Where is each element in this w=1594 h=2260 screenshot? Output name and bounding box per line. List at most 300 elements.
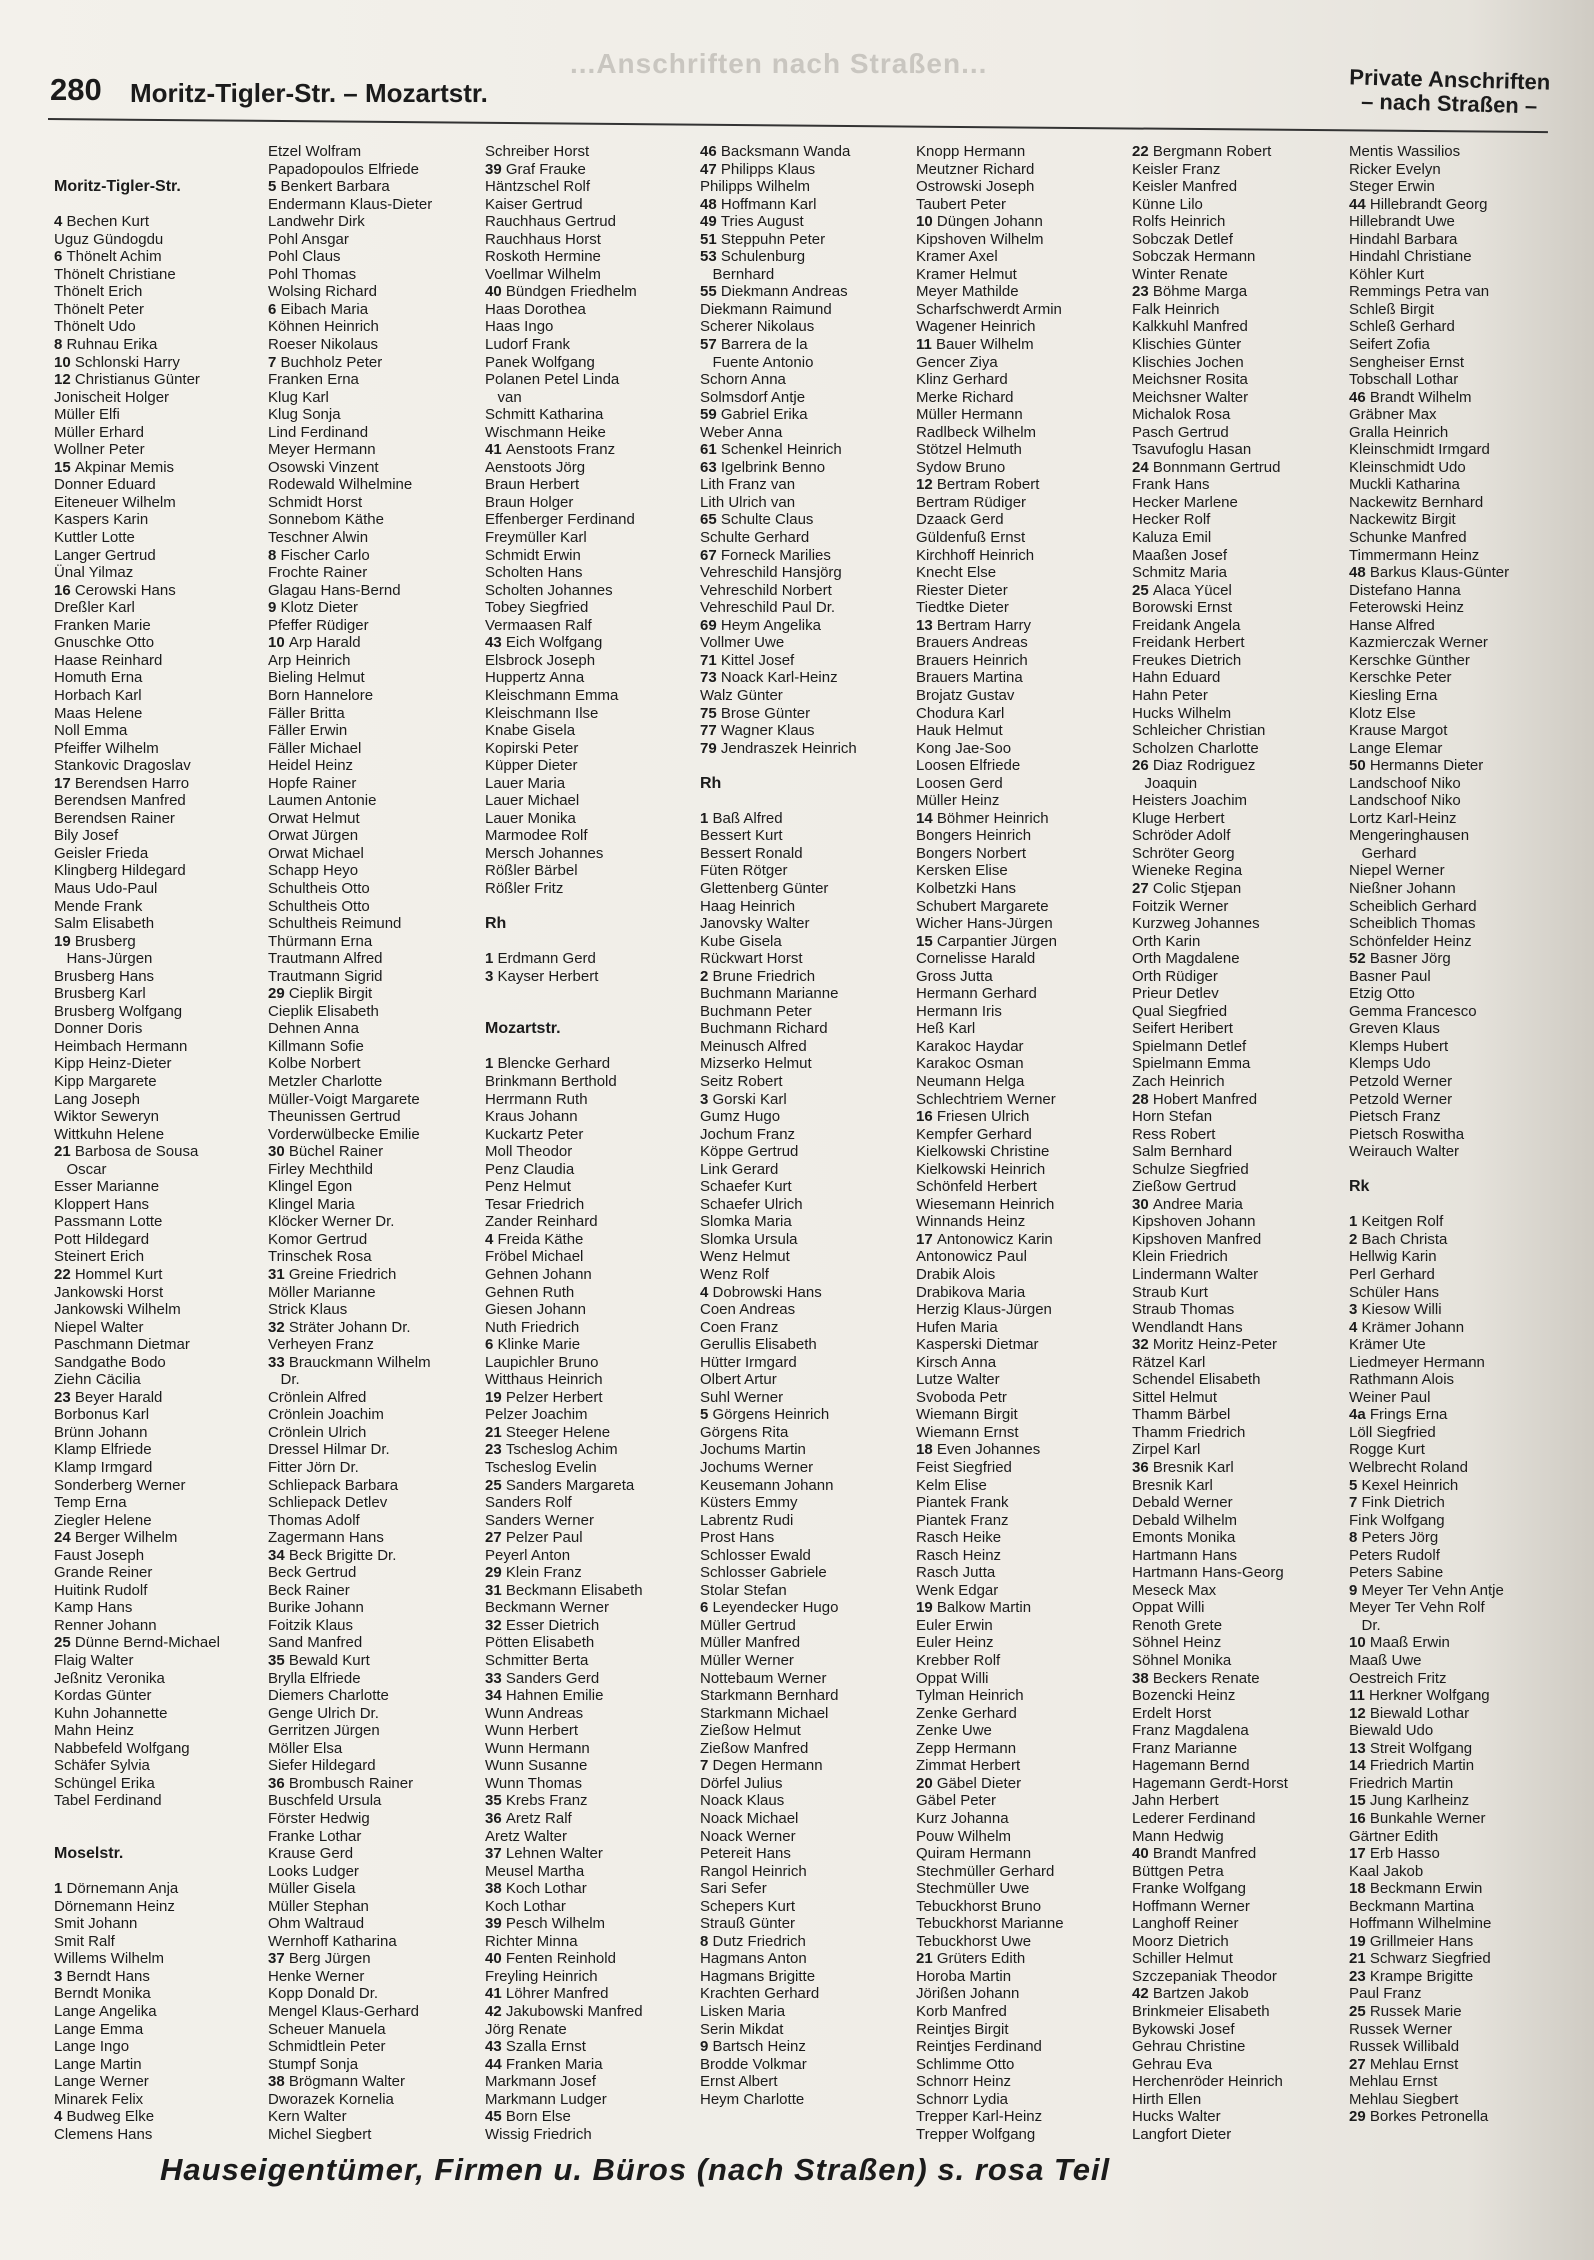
address-entry: Schaefer Kurt [700,1178,792,1196]
address-entry: Lange Werner [54,2073,149,2091]
resident-name: Grüters Edith [936,1950,1026,1968]
address-entry: Stumpf Sonja [268,2055,359,2073]
address-entry: Maus Udo-Paul [54,879,158,897]
address-entry: Temp Erna [54,1494,127,1512]
address-entry [485,1389,643,1407]
house-number: 46 [1349,388,1370,406]
house-number: 21 [1349,1950,1370,1968]
address-entry: Esser Marianne [54,1178,160,1196]
address-entry [700,1933,857,1951]
address-entry: Freukes Dietrich [1132,651,1242,669]
address-entry: Roeser Nikolaus [268,336,379,354]
address-entry: Freidank Herbert [1132,634,1245,652]
resident-name: Schenkel Heinrich [720,441,842,459]
address-entry: Gäbel Peter [916,1792,997,1810]
house-number: 1 [1349,1213,1362,1231]
address-entry: Mengel Klaus-Gerhard [268,2002,419,2020]
address-entry: Rodewald Wilhelmine [268,476,413,494]
resident-name: Borkes Petronella [1369,2108,1489,2126]
address-entry [268,634,432,652]
resident-name: Bauer Wilhelm [936,336,1034,354]
address-entry [54,775,220,793]
house-number: 7 [1349,1494,1362,1512]
address-entry: Tebuckhorst Bruno [916,1897,1042,1915]
address-entry: Klingel Egon [268,1178,353,1196]
address-entry: Hirth Ellen [1132,2090,1202,2108]
address-entry [268,1652,432,1670]
address-entry [485,1845,643,1863]
address-entry: Pott Hildegard [54,1230,150,1248]
address-entry: Joaquin [1132,774,1198,792]
address-entry: Lange Martin [54,2055,142,2073]
address-entry: Coen Franz [700,1318,779,1336]
address-entry: Zagermann Hans [268,1529,384,1547]
house-number: 5 [268,178,281,196]
address-entry: Schlosser Gabriele [700,1564,827,1582]
address-entry [1132,880,1288,898]
address-entry: Kurz Johanna [916,1809,1009,1827]
spacer [1349,1161,1509,1179]
address-entry [1349,1810,1509,1828]
house-number: 7 [700,1757,713,1775]
resident-name: Steppuhn Peter [720,230,826,248]
address-entry: Tiedtke Dieter [916,599,1009,617]
address-entry: Küsters Emmy [700,1494,798,1512]
address-entry: Haas Dorothea [485,300,586,318]
address-entry: Müller Werner [700,1652,794,1670]
address-entry: Penz Helmut [485,1178,571,1196]
address-entry: Kramer Axel [916,248,998,266]
address-entry: Scherer Nikolaus [700,318,815,336]
address-entry: Lutze Walter [916,1371,1000,1389]
spacer [54,161,220,179]
address-entry: Teschner Alwin [268,529,369,547]
resident-name: Antonowicz Karin [936,1230,1053,1248]
house-number: 38 [1132,1669,1153,1687]
house-number: 25 [1132,581,1153,599]
address-entry: Rauchhaus Horst [485,230,601,248]
address-entry: Rolfs Heinrich [1132,213,1226,231]
resident-name: Hoffmann Karl [720,195,817,213]
resident-name: Sanders Gerd [505,1669,600,1687]
address-entry: Debald Wilhelm [1132,1511,1238,1529]
house-number: 45 [485,2108,506,2126]
address-entry: Lith Franz van [700,476,796,494]
address-entry [485,1670,643,1688]
address-entry: Petereit Hans [700,1845,791,1863]
address-entry: van [485,388,522,406]
address-entry: Hermann Gerhard [916,985,1037,1003]
address-entry: Vorderwülbecke Emilie [268,1125,420,1143]
address-entry: Oppat Willi [916,1669,989,1687]
address-entry: Fuente Antonio [700,353,814,371]
address-entry: Dr. [1349,1616,1381,1634]
address-entry: Franz Magdalena [1132,1722,1249,1740]
address-entry: Franke Lothar [268,1827,362,1845]
resident-name: Backsmann Wanda [720,143,851,160]
resident-name: Alaca Yücel [1152,581,1232,599]
address-entry: Smit Johann [54,1915,138,1933]
address-entry: Scheiblich Gerhard [1349,897,1477,915]
house-number: 18 [916,1441,937,1459]
address-entry: Schmitt Katharina [485,406,604,424]
address-entry: Horn Stefan [1132,1108,1213,1126]
address-entry [1132,1985,1288,2003]
house-number: 75 [700,704,721,722]
address-entry [1349,196,1509,214]
address-entry [916,213,1064,231]
address-entry: Philipps Wilhelm [700,178,811,196]
address-entry: Müller Gisela [268,1880,356,1898]
address-entry: Landschoof Niko [1349,792,1461,810]
address-entry: Winnands Heinz [916,1213,1026,1231]
house-number: 10 [1349,1634,1370,1652]
address-entry: Bily Josef [54,827,119,845]
address-entry: Radlbeck Wilhelm [916,423,1037,441]
address-entry [700,1091,857,1109]
spacer [700,792,857,810]
address-entry: Klug Sonja [268,406,341,424]
address-entry: Riester Dieter [916,581,1008,599]
address-entry: Fäller Erwin [268,722,348,740]
address-entry: Söhnel Monika [1132,1652,1232,1670]
section-label-line1: Private Anschriften [1349,64,1551,95]
address-entry: Köhler Kurt [1349,265,1425,283]
address-entry: Jochums Martin [700,1441,806,1459]
address-entry: Voellmar Wilhelm [485,265,601,283]
address-entry [700,248,857,266]
resident-name: Friesen Ulrich [936,1108,1030,1126]
address-entry: Jonischeit Holger [54,388,170,406]
address-entry: Tobschall Lothar [1349,371,1459,389]
address-entry: Bongers Heinrich [916,827,1032,845]
address-entry: Franke Wolfgang [1132,1880,1246,1898]
address-entry: Laupichler Bruno [485,1353,599,1371]
address-entry: Gärtner Edith [1349,1827,1439,1845]
address-entry: Salm Bernhard [1132,1143,1233,1161]
address-entry: Thönelt Christiane [54,265,176,283]
address-entry: Jankowski Horst [54,1283,164,1301]
address-entry: Greven Klaus [1349,1020,1440,1038]
address-entry [700,336,857,354]
address-entry: Laumen Antonie [268,792,377,810]
address-entry: Schulze Siegfried [1132,1160,1249,1178]
house-number: 5 [1349,1476,1362,1494]
resident-name: Gäbel Dieter [936,1774,1022,1792]
address-entry: Schepers Kurt [700,1897,796,1915]
house-number: 37 [268,1950,289,1968]
address-entry [1349,1933,1509,1951]
address-entry [485,1985,643,2003]
address-entry: Steinert Erich [54,1248,145,1266]
address-entry: Foitzik Klaus [268,1616,354,1634]
address-entry: Reintjes Ferdinand [916,2038,1042,2056]
resident-name: Meyer Ter Vehn Antje [1361,1581,1504,1599]
address-entry: Roskoth Hermine [485,248,601,266]
address-entry: Kipp Heinz-Dieter [54,1055,172,1073]
resident-name: Greine Friedrich [288,1266,397,1283]
address-entry [268,1775,432,1793]
house-number: 4 [700,1283,713,1301]
address-entry [916,1950,1064,1968]
address-entry: Jeßnitz Veronika [54,1669,165,1687]
address-entry: Tscheslog Evelin [485,1459,597,1477]
resident-name: Even Johannes [936,1441,1041,1459]
address-entry: Strauß Günter [700,1915,796,1933]
address-entry [268,354,432,372]
address-entry: Kuhn Johannette [54,1704,168,1722]
address-entry: Brusberg Karl [54,985,146,1003]
address-entry [1132,757,1288,775]
address-entry: Wiemann Ernst [916,1423,1019,1441]
address-entry [485,2003,643,2021]
house-number: 63 [700,458,721,476]
address-entry: Gencer Ziya [916,353,998,371]
address-entry: Feterowski Heinz [1349,599,1465,617]
address-entry: Wunn Susanne [485,1757,588,1775]
address-entry: Herchenröder Heinrich [1132,2073,1283,2091]
resident-name: Böhme Marga [1152,283,1248,301]
address-entry: Komor Gertrud [268,1230,368,1248]
address-entry: Verheyen Franz [268,1336,374,1354]
address-entry: Wolsing Richard [268,283,377,301]
address-entry: Pelzer Joachim [485,1406,588,1424]
address-entry: Schreiber Horst [485,143,590,160]
address-entry: Huitink Rudolf [54,1581,148,1599]
address-entry: Kleinschmidt Irmgard [1349,441,1490,459]
house-number: 23 [1349,1967,1370,1985]
address-entry: Taubert Peter [916,195,1007,213]
address-entry: Kluge Herbert [1132,809,1225,827]
address-entry: Friedrich Martin [1349,1774,1454,1792]
address-entry [1349,2108,1509,2126]
resident-name: Leyendecker Hugo [712,1599,839,1617]
resident-name: Klinke Marie [497,1336,581,1354]
address-entry: Klein Friedrich [1132,1248,1228,1266]
resident-name: Friedrich Martin [1369,1757,1475,1775]
address-entry: Sengheiser Ernst [1349,353,1465,371]
address-entry: Seitz Robert [700,1072,783,1090]
address-entry: Thürmann Erna [268,932,373,950]
address-entry: Horbach Karl [54,686,142,704]
address-entry: Lauer Michael [485,792,580,810]
address-entry: Noack Werner [700,1827,796,1845]
house-number: 25 [54,1634,75,1652]
address-entry: Schlimme Otto [916,2055,1015,2073]
resident-name: Tries August [720,213,804,231]
resident-name: Büchel Rainer [288,1143,384,1161]
resident-name: Jendraszek Heinrich [720,739,857,757]
address-entry [1349,1213,1509,1231]
address-entry [700,547,857,565]
address-entry: Zimmat Herbert [916,1757,1021,1775]
address-entry [1349,1687,1509,1705]
address-entry [485,1617,643,1635]
address-entry: Tesar Friedrich [485,1195,585,1213]
resident-name: Baß Alfred [712,809,783,827]
address-entry: Gerritzen Jürgen [268,1722,380,1740]
spacer [700,757,857,775]
address-entry: Kaspers Karin [54,511,149,529]
address-entry: Knecht Else [916,564,997,582]
address-entry: Wissig Friedrich [485,2125,592,2143]
address-entry: Donner Doris [54,1020,143,1038]
address-entry: Gehnen Ruth [485,1283,575,1301]
address-entry [1132,1670,1288,1688]
address-entry: Passmann Lotte [54,1213,163,1231]
address-entry: Slomka Ursula [700,1230,798,1248]
address-entry: Stechmüller Gerhard [916,1862,1055,1880]
resident-name: Brusberg [74,932,136,950]
address-entry: Remmings Petra van [1349,283,1490,301]
section-label [1348,65,1550,118]
resident-name: Basner Jörg [1369,950,1451,968]
address-entry: Schorn Anna [700,371,786,389]
address-entry: Etzel Wolfram [268,143,362,160]
address-entry: Schnorr Heinz [916,2073,1012,2091]
address-entry: Steger Erwin [1349,178,1435,196]
address-entry: Müller Erhard [54,423,145,441]
address-entry: Sonnebom Käthe [268,511,384,529]
house-number: 10 [54,353,75,371]
resident-name: Pelzer Paul [505,1529,583,1547]
resident-name: Bunkahle Werner [1369,1809,1486,1827]
address-entry: Herrmann Ruth [485,1090,588,1108]
address-entry: Jörg Renate [485,2020,567,2038]
house-number: 39 [485,160,506,178]
house-number: 40 [1132,1845,1153,1863]
house-number: 5 [700,1406,713,1424]
resident-name: Dobrowski Hans [712,1283,822,1301]
address-entry: Stankovic Dragoslav [54,757,191,775]
address-entry [916,617,1064,635]
resident-name: Brose Günter [720,704,811,722]
address-entry: Scholten Hans [485,564,583,582]
address-entry: Olbert Artur [700,1371,777,1389]
address-entry: Niepel Walter [54,1318,144,1336]
address-entry: Welbrecht Roland [1349,1459,1468,1477]
address-entry: Kirchhoff Heinrich [916,546,1035,564]
address-entry: Solmsdorf Antje [700,388,806,406]
address-entry: Lange Angelika [54,2002,157,2020]
address-entry: Hütter Irmgard [700,1353,797,1371]
address-entry: Gehrau Christine [1132,2038,1246,2056]
house-number: 29 [1349,2108,1370,2126]
address-entry: Lang Joseph [54,1090,140,1108]
address-entry [700,722,857,740]
address-entry [916,1231,1064,1249]
house-number: 25 [485,1476,506,1494]
house-number: 3 [54,1967,67,1985]
house-number: 42 [1132,1985,1153,2003]
address-entry: Loosen Gerd [916,774,1003,792]
resident-name: Diaz Rodriguez [1152,757,1256,775]
resident-name: Beckmann Elisabeth [505,1581,643,1599]
address-entry: Aenstoots Jörg [485,458,586,476]
address-entry: Fäller Britta [268,704,345,722]
address-entry: Sanders Rolf [485,1494,572,1512]
address-entry: Hermann Iris [916,1002,1002,1020]
address-entry: Biewald Udo [1349,1722,1434,1740]
resident-name: Szalla Ernst [505,2038,586,2056]
page-header [50,64,1551,123]
address-entry: Dzaack Gerd [916,511,1004,529]
address-entry: Hans-Jürgen [54,950,153,968]
house-number: 49 [700,213,721,231]
address-entry: Wittkuhn Helene [54,1125,165,1143]
resident-name: Schulte Claus [720,511,814,529]
address-entry: Zach Heinrich [1132,1072,1225,1090]
resident-name: Löhrer Manfred [505,1985,609,2003]
address-entry: Küpper Dieter [485,757,578,775]
house-number: 43 [485,634,506,652]
column-7 [1349,143,1509,2126]
resident-name: Aenstoots Franz [505,441,616,459]
house-number: 4a [1349,1406,1370,1424]
address-entry: Kurzweg Johannes [1132,915,1260,933]
house-number: 14 [1349,1757,1370,1775]
address-entry: Hufen Maria [916,1318,998,1336]
house-number: 13 [1349,1739,1370,1757]
address-entry: Schmidt Erwin [485,546,581,564]
address-entry [1349,1406,1509,1424]
address-entry: Piantek Frank [916,1494,1009,1512]
address-entry: Hopfe Rainer [268,774,357,792]
address-entry: Kielkowski Heinrich [916,1160,1046,1178]
resident-name: Bergmann Robert [1152,143,1272,160]
address-entry [485,1810,643,1828]
address-entry: Söhnel Heinz [1132,1634,1222,1652]
address-entry: Mehlau Ernst [1349,2073,1438,2091]
address-entry: Rasch Heike [916,1529,1002,1547]
address-entry: Frochte Rainer [268,564,368,582]
address-entry: Theunissen Gertrud [268,1108,401,1126]
address-entry [700,231,857,249]
address-entry [700,617,857,635]
address-entry: Meyer Mathilde [916,283,1019,301]
address-entry [916,933,1064,951]
address-entry: Qual Siegfried [1132,1002,1228,1020]
resident-name: Erb Hasso [1369,1845,1440,1863]
address-entry: Siefer Hildegard [268,1757,376,1775]
address-entry: Mehlau Siegbert [1349,2090,1459,2108]
address-entry: Klug Karl [268,388,329,406]
house-number: 29 [268,985,289,1003]
address-entry: Euler Erwin [916,1616,993,1634]
house-number: 17 [916,1230,937,1248]
resident-name: Russek Marie [1369,2002,1462,2020]
house-number: 12 [916,476,937,494]
address-entry [1349,2003,1509,2021]
address-entry: Janovsky Walter [700,915,810,933]
address-entry [700,1599,857,1617]
address-entry: Piantek Franz [916,1511,1009,1529]
resident-name: Pesch Wilhelm [505,1915,606,1933]
address-entry: Heym Charlotte [700,2090,805,2108]
address-entry: Wieneke Regina [1132,862,1243,880]
address-entry: Thönelt Erich [54,283,143,301]
address-entry: Zenke Uwe [916,1722,992,1740]
address-entry: Brusberg Hans [54,967,155,985]
address-entry: Pötten Elisabeth [485,1634,595,1652]
address-entry: Crönlein Joachim [268,1406,384,1424]
address-entry: Trepper Wolfgang [916,2125,1036,2143]
address-entry: Wenz Rolf [700,1266,769,1283]
resident-name: Degen Hermann [712,1757,823,1775]
address-entry: Dörnemann Heinz [54,1897,175,1915]
address-entry: Papadopoulos Elfriede [268,160,419,178]
resident-name: Kexel Heinrich [1361,1476,1459,1494]
